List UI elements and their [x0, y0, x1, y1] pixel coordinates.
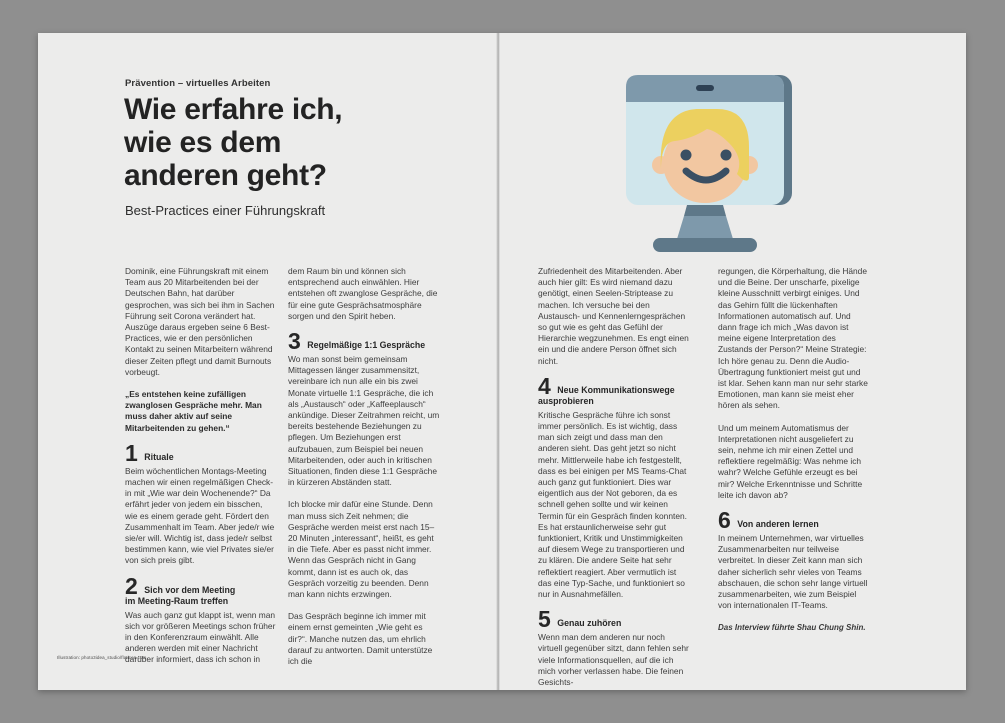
title-line-3: anderen geht? [124, 159, 327, 192]
section-body: Wo man sonst beim gemeinsam Mittagessen länger zusammensitzt, vereinbare ich nun alle ein bis zwei Monate virtuelle 1:1 Gespräche, die ich als „Austausch“ oder „Kaffeeplausch“ ankündige. Dieser Zeitrahmen reicht, um bereits bestehende Beziehungen zu pflegen. Um Beziehungen erst aufzubauen, zum Beispiel bei neuen Mitarbeitenden, oder auch in kritischen Situationen, finden diese 1:1 Gespräche in kürzeren Abständen statt. [288, 353, 440, 488]
section-head-3 [288, 328, 440, 355]
body-paragraph: Ich blocke mir dafür eine Stunde. Denn man muss sich Zeit nehmen; die Gespräche werden meist erst nach 15–20 Minuten „interessant“, heißt, es geht in die Tiefe. Aber es passt nicht immer. Wenn das Gespräch nicht in Gang kommt, dann ist es auch ok, das Gespräch vorzeitig zu beenden. Denn man kann nichts erzwingen. [288, 499, 435, 600]
section-title: Von anderen lernen [737, 519, 819, 529]
section-body: Kritische Gespräche führe ich sonst immer persönlich. Es ist wichtig, dass man sich zeigt und dass man den anderen sieht. Das geht jetzt so nicht mehr. Mittlerweile habe ich festgestellt, dass es bei einigen per MS Teams-Chat auch ganz gut funktioniert. Dies war eigentlich aus der Not geboren, da es schnell gehen sollte und wir keinen Termin für ein Gespräch finden konnten. Es hat erstaunlicherweise sehr gut funktioniert, Kritik und Unstimmigkeiten auf diesem Wege zu transportieren und zu klären. Die andere Seite hat sehr reflektiert reagiert. Aber vermutlich ist das eine Typ-Sache, und funktioniert so nur in Ausnahmefällen. [538, 409, 687, 600]
article-kicker: Prävention – virtuelles Arbeiten [125, 78, 271, 89]
section-head-2 [125, 572, 277, 607]
body-paragraph: Und um meinem Automatismus der Interpretationen nicht ausgeliefert zu sein, nehme ich mir einen Zettel und reflektiere regelmäßig: Was nehme ich wahr? Welche Gefühle erzeugt es bei mir? Welche Erkenntnisse und Schritte leite ich davon ab? [718, 422, 863, 500]
interview-credit: Das Interview führte Shau Chung Shin. [718, 623, 866, 633]
section-number: 5 [538, 606, 551, 633]
section-body: Beim wöchentlichen Montags-Meeting machen wir einen regelmäßigen Check-in mit „Wie war dein Wochenende?“ Da erfährt jeder von jedem ein bisschen, wie es einem gerade geht. Fördert den Zusammenhalt im Team. Aber jede/r wie sie/er will. Wichtig ist, dass jede/r selbst bestimmen kann, wie viel Privates sie/er von sich preis gibt. [125, 465, 275, 566]
section-title: Sich vor dem Meeting [144, 584, 236, 595]
section-head-4 [538, 372, 690, 407]
section-title-line-2: ausprobieren [538, 395, 594, 406]
text-column-4 [718, 266, 870, 645]
text-column-2 [288, 266, 440, 678]
section-title: Genau zuhören [557, 618, 622, 629]
section-body: Wenn man dem anderen nur noch virtuell gegenüber sitzt, dann fehlen sehr viele Informationsquellen, auf die ich mich vorher verlassen habe. Die feinen Gesichts- [538, 632, 689, 687]
illustration-credit: Illustration: photo3idea_studio/flaticon.com [57, 655, 147, 660]
article-subtitle: Best-Practices einer Führungskraft [125, 203, 326, 218]
body-paragraph: dem Raum bin und können sich entsprechend auch einwählen. Hier entstehen oft zwanglose Gespräche, die für eine gute Gesprächsatmosphäre sorgen und den Spirit heben. [288, 266, 438, 321]
section-body: In meinem Unternehmen, war virtuelles Zusammenarbeiten nur teilweise verbreitet. In dieser Zeit kann man sich daher sicherlich sehr vieles von Teams abschauen, die schon sehr lange virtuell zusammenarbeiten, wie zum Beispiel von internationalen IT-Teams. [718, 533, 868, 611]
intro-paragraph: Dominik, eine Führungskraft mit einem Team aus 20 Mitarbeitenden bei der Deutschen Bahn, hat darüber gesprochen, was sich bei ihm in Sachen Führung seit Corona verändert hat. Auszüge daraus ergeben seine 6 Best-Practices, wie er den persönlichen Kontakt zu seinen Mitarbeitern während dieser Zeiten pflegt und damit Burnouts vorbeugt. [125, 266, 275, 377]
title-line-1: Wie erfahre ich, [124, 93, 343, 126]
monitor-with-smiling-face-icon [626, 75, 802, 255]
title-line-2: wie es dem [124, 126, 282, 159]
section-head-5 [538, 606, 690, 633]
section-body: Was auch ganz gut klappt ist, wenn man sich vor größeren Meetings schon früher in den Konferenzraum einwählt. Alle anderen werden mit einer Nachricht darüber informiert, dass ich schon in [125, 609, 276, 665]
section-number: 6 [718, 507, 731, 534]
section-title-line-2: im Meeting-Raum treffen [125, 595, 229, 606]
body-paragraph: Zufriedenheit des Mitarbeitenden. Aber auch hier gilt: Es wird niemand dazu genötigt, einen Seelen-Striptease zu machen. Ich versuche bei den Austausch- und Kennenlerngesprächen so gut wie es geht das Gefühl der Hierarchie wegzunehmen. Es engt einen ein und die andere Person öffnet sich nicht. [538, 266, 689, 366]
body-paragraph: Das Gespräch beginne ich immer mit einem ernst gemeinten „Wie geht es dir?“. Manche nutzen das, um ehrlich darauf zu antworten. Damit unterstütze ich die [288, 611, 433, 667]
section-number: 4 [538, 372, 551, 399]
pull-quote: „Es entstehen keine zufälligen zwanglosen Gespräche mehr. Man muss daher aktiv auf seine Mitarbeitenden zu gehen.“ [125, 389, 262, 433]
body-paragraph: regungen, die Körperhaltung, die Hände und die Beine. Der unscharfe, pixelige kleine Ausschnitt verbirgt einiges. Und das Gehirn füllt die lückenhaften Informationen automatisch auf. Und dann frage ich mich „Was davon ist meine eigene Interpretation des Zustands der Person?“ Meine Strategie: Ich höre genau zu. Denn die Audio-Übertragung funktioniert meist gut und ist klar. Sehen kann man nur sehr starke Emotionen, man kann sie meist eher hören als sehen. [718, 266, 868, 411]
section-title: Rituale [144, 451, 174, 462]
text-column-3 [538, 266, 690, 699]
text-column-1 [125, 266, 277, 677]
section-title: Neue Kommunikationswege [557, 384, 675, 395]
section-head-1 [125, 439, 277, 466]
page-fold-divider [496, 33, 500, 690]
section-title: Regelmäßige 1:1 Gespräche [307, 339, 426, 350]
section-number: 2 [125, 572, 138, 599]
article-title [124, 93, 454, 192]
magazine-spread [38, 33, 966, 690]
section-number: 3 [288, 328, 301, 355]
section-head-6 [718, 507, 870, 534]
section-number: 1 [125, 439, 138, 466]
